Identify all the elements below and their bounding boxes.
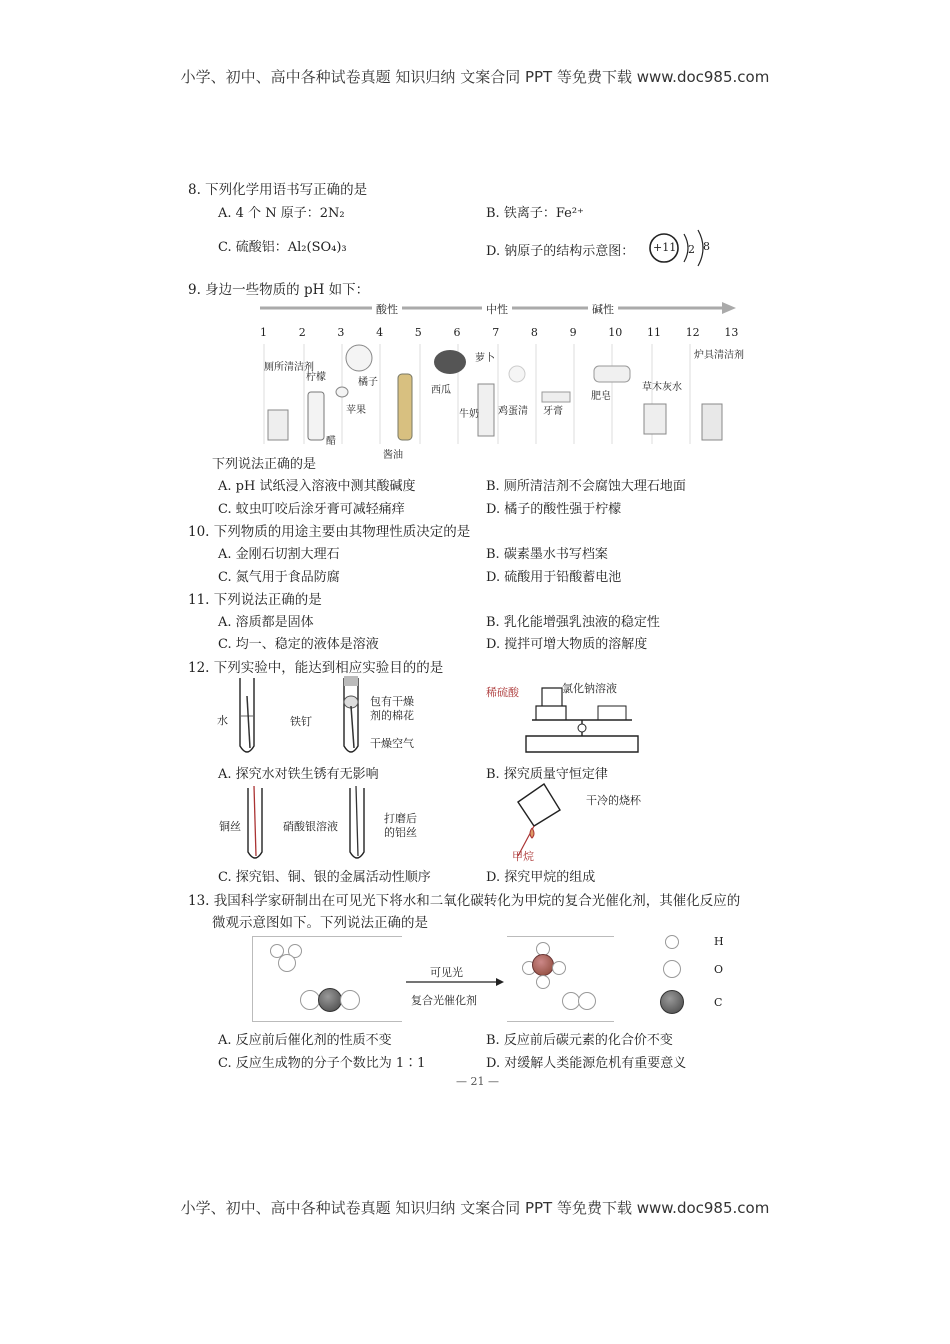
label-water: 水 (217, 714, 228, 727)
q12-option-b: B. 探究质量守恒定律 (486, 767, 608, 782)
ph-items-illustration (262, 344, 737, 444)
label-methane: 甲烷 (512, 850, 534, 863)
item-milk: 牛奶 (459, 409, 479, 420)
q12-stem: 12. 下列实验中，能达到相应实验目的的是 (188, 660, 444, 676)
header-banner: 小学、初中、高中各种试卷真题 知识归纳 文案合同 PPT 等免费下载 www.doc985.com (180, 68, 770, 86)
item-soap: 肥皂 (591, 391, 611, 402)
item-orange: 橘子 (358, 377, 378, 388)
h-atom (536, 975, 550, 989)
o-atom (340, 990, 360, 1010)
item-watermelon: 西瓜 (431, 385, 451, 396)
q12-option-d: D. 探究甲烷的组成 (486, 870, 596, 885)
label-silver-nitrate-solution: 硝酸银溶液 (283, 820, 338, 833)
item-stove-cleaner: 炉具清洁剂 (694, 350, 744, 361)
ph-tick-5: 5 (414, 326, 422, 339)
q13-stem-line2: 微观示意图如下。下列说法正确的是 (212, 915, 428, 931)
ph-tick-6: 6 (453, 326, 461, 339)
q9-stem: 9. 身边一些物质的 pH 如下： (188, 282, 370, 298)
legend-c-label: C (714, 996, 723, 1009)
legend-o-atom (663, 960, 681, 978)
o-atom (278, 954, 296, 972)
q8-stem: 8. 下列化学用语书写正确的是 (188, 182, 368, 198)
q8-option-d: D. 钠原子的结构示意图： (486, 244, 635, 259)
scale-basic: 碱性 (588, 301, 618, 317)
ph-tick-7: 7 (492, 326, 500, 339)
ph-tick-1: 1 (260, 326, 267, 339)
q9-option-c: C. 蚊虫叮咬后涂牙膏可减轻痛痒 (218, 502, 405, 517)
label-copper-wire: 铜丝 (219, 820, 241, 833)
legend-h-atom (665, 935, 679, 949)
ph-tick-4: 4 (376, 326, 384, 339)
ph-tick-10: 10 (608, 326, 623, 339)
item-radish: 萝卜 (475, 353, 495, 364)
item-plant-ash-water: 草木灰水 (642, 382, 682, 393)
q11-option-d: D. 搅拌可增大物质的溶解度 (486, 637, 648, 652)
ph-tick-8: 8 (530, 326, 538, 339)
footer-banner: 小学、初中、高中各种试卷真题 知识归纳 文案合同 PPT 等免费下载 www.doc985.com (180, 1199, 770, 1217)
shell-2-electrons: 8 (703, 240, 710, 253)
item-lemon: 柠檬 (306, 372, 326, 383)
label-iron-nail: 铁钉 (290, 715, 312, 728)
o-atom (300, 990, 320, 1010)
q12-option-c: C. 探究铝、铜、银的金属活动性顺序 (218, 870, 431, 885)
item-toilet-cleaner: 厕所清洁剂 (264, 362, 314, 373)
q8-option-b: B. 铁离子：Fe²⁺ (486, 206, 584, 221)
label-dry-air: 干燥空气 (370, 737, 414, 750)
q9-option-d: D. 橘子的酸性强于柠檬 (486, 502, 622, 517)
q11-option-c: C. 均一、稳定的液体是溶液 (218, 637, 379, 652)
legend-h-label: H (714, 935, 724, 948)
shell-1-electrons: 2 (688, 243, 695, 256)
item-apple: 苹果 (346, 405, 366, 416)
q13-stem-line1: 13. 我国科学家研制出在可见光下将水和二氧化碳转化为甲烷的复合光催化剂，其催化反应的 (188, 893, 741, 909)
q10-option-a: A. 金刚石切割大理石 (218, 547, 340, 562)
q13-option-d: D. 对缓解人类能源危机有重要意义 (486, 1056, 687, 1071)
q9-option-a: A. pH 试纸浸入溶液中测其酸碱度 (218, 479, 416, 494)
q10-option-d: D. 硫酸用于铅酸蓄电池 (486, 570, 622, 585)
q10-option-c: C. 氮气用于食品防腐 (218, 570, 340, 585)
q13-option-c: C. 反应生成物的分子个数比为 1∶1 (218, 1056, 426, 1071)
arrow-label-visible-light: 可见光 (430, 966, 463, 979)
ph-tick-2: 2 (298, 326, 306, 339)
arrow-label-photocatalyst: 复合光催化剂 (411, 994, 477, 1007)
ph-tick-13: 13 (724, 326, 739, 339)
q13-option-b: B. 反应前后碳元素的化合价不变 (486, 1033, 673, 1048)
ph-tick-9: 9 (569, 326, 577, 339)
label-dilute-sulfuric-acid: 稀硫酸 (486, 686, 519, 699)
products-box (507, 936, 614, 1022)
item-soy-sauce: 酱油 (383, 450, 403, 461)
q9-option-b: B. 厕所清洁剂不会腐蚀大理石地面 (486, 479, 686, 494)
nucleus-charge: +11 (653, 241, 677, 254)
ph-tick-12: 12 (685, 326, 700, 339)
q13-option-a: A. 反应前后催化剂的性质不变 (218, 1033, 392, 1048)
scale-acidic: 酸性 (372, 301, 402, 317)
q8-option-a: A. 4 个 N 原子：2N₂ (218, 206, 345, 221)
label-cotton-with-desiccant: 包有干燥剂的棉花 (370, 695, 414, 723)
legend-c-atom (660, 990, 684, 1014)
o-atom (578, 992, 596, 1010)
label-dry-cold-beaker: 干冷的烧杯 (586, 794, 641, 807)
q11-option-b: B. 乳化能增强乳浊液的稳定性 (486, 615, 660, 630)
q11-option-a: A. 溶质都是固体 (218, 615, 314, 630)
label-sodium-chloride-solution: 氯化钠溶液 (562, 682, 617, 695)
item-egg-white: 鸡蛋清 (498, 406, 528, 417)
c-atom (532, 954, 554, 976)
h-atom (552, 961, 566, 975)
ph-tick-11: 11 (647, 326, 661, 339)
q11-stem: 11. 下列说法正确的是 (188, 592, 322, 608)
q10-option-b: B. 碳素墨水书写档案 (486, 547, 608, 562)
label-polished-aluminum-wire: 打磨后的铝丝 (384, 812, 417, 840)
item-vinegar: 醋 (326, 436, 336, 447)
legend-o-label: O (714, 963, 724, 976)
ph-tick-3: 3 (337, 326, 345, 339)
q10-stem: 10. 下列物质的用途主要由其物理性质决定的是 (188, 524, 471, 540)
scale-neutral: 中性 (482, 301, 512, 317)
q8-option-c: C. 硫酸铝：Al₂(SO₄)₃ (218, 240, 347, 255)
c-atom (318, 988, 342, 1012)
q12-option-a: A. 探究水对铁生锈有无影响 (218, 767, 379, 782)
q9-sub-stem: 下列说法正确的是 (212, 457, 317, 472)
page-number: — 21 — (456, 1075, 499, 1088)
item-toothpaste: 牙膏 (543, 406, 563, 417)
